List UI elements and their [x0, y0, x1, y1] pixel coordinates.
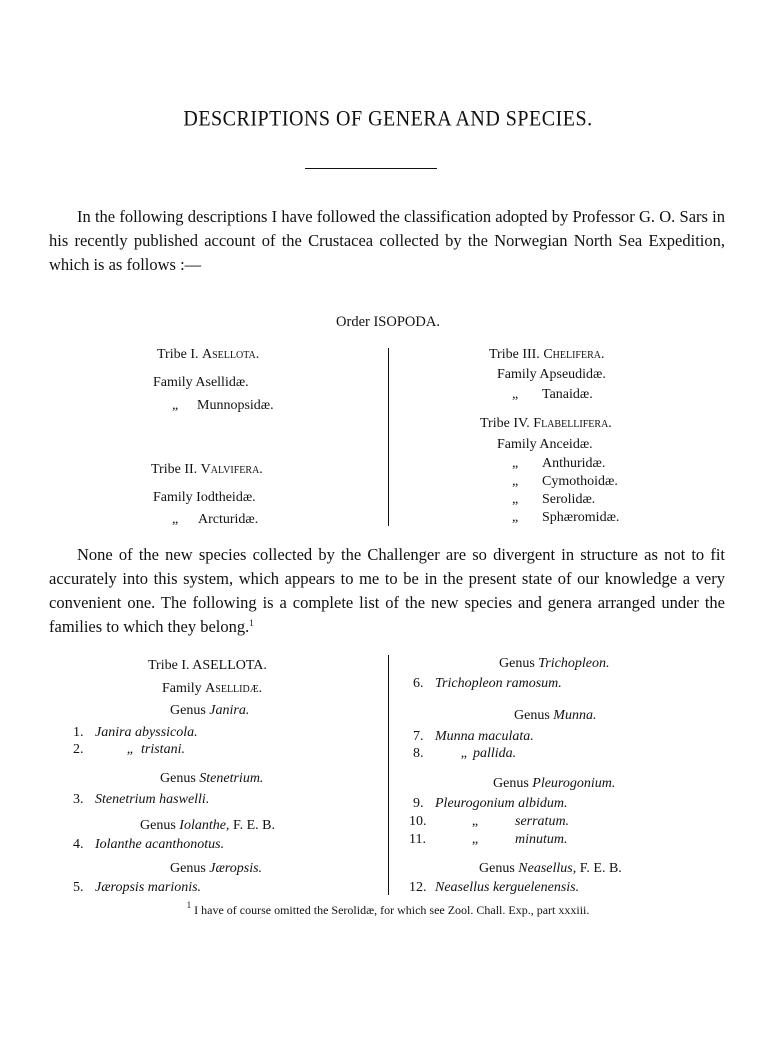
tribe-4-family-2: „ Anthuridæ. — [512, 456, 606, 471]
species-5: 5. Jæropsis marionis. — [73, 880, 202, 895]
page-title: DESCRIPTIONS OF GENERA AND SPECIES. — [183, 106, 593, 132]
genus-jaeropsis: Genus Jæropsis. — [170, 861, 263, 876]
list-family-heading: Family Asellidæ. — [162, 681, 263, 696]
species-7: 7. Munna maculata. — [413, 729, 534, 744]
middle-paragraph: None of the new species collected by the Challenger are so divergent in structure as not to fit accurately into this system, which appears to me to be in the present state of our knowledge a very convenient one. The following is a complete list of the new species and genera arranged under the families to which they belong.$^1$ — [49, 545, 725, 636]
genus-iolanthe: Genus Iolanthe, F. E. B. — [140, 818, 275, 833]
genus-stenetrium: Genus Stenetrium. — [160, 771, 264, 786]
species-11: 11. „ minutum. — [409, 832, 568, 847]
intro-paragraph: In the following descriptions I have followed the classification adopted by Professor G. O. Sars in his recently published account of the Crustacea collected by the Norwegian North Sea Expedition, which is as follows :— — [49, 207, 725, 274]
list-divider — [388, 655, 389, 895]
tribe-4-heading: Tribe IV. Flabellifera. — [480, 416, 612, 431]
order-heading: Order ISOPODA. — [336, 314, 440, 330]
tribe-2-family-1: Family Iodtheidæ. — [153, 490, 256, 505]
tribe-3-family-2: „ Tanaidæ. — [512, 387, 593, 402]
genus-janira: Genus Janira. — [170, 703, 250, 718]
tribe-3-heading: Tribe III. Chelifera. — [489, 347, 605, 362]
footnote-mark: 1 — [186, 900, 192, 910]
genus-pleurogonium: Genus Pleurogonium. — [493, 776, 616, 791]
tribe-1-heading: Tribe I. Asellota. — [157, 347, 260, 362]
tribe-4-family-3: „ Cymothoidæ. — [512, 474, 618, 489]
species-8: 8. „ pallida. — [413, 746, 517, 761]
species-1: 1. Janira abyssicola. — [73, 725, 198, 740]
title-rule — [305, 168, 437, 169]
tribe-4-family-4: „ Serolidæ. — [512, 492, 596, 507]
tribe-2-heading: Tribe II. Valvifera. — [151, 462, 263, 477]
species-9: 9. Pleurogonium albidum. — [413, 796, 568, 811]
tribe-2-family-2: „ Arcturidæ. — [172, 512, 259, 527]
species-3: 3. Stenetrium haswelli. — [73, 792, 210, 807]
species-4: 4. Iolanthe acanthonotus. — [73, 837, 225, 852]
genus-munna: Genus Munna. — [514, 708, 597, 723]
species-6: 6. Trichopleon ramosum. — [413, 676, 562, 691]
classification-divider — [388, 348, 389, 526]
species-10: 10. „ serratum. — [409, 814, 570, 829]
tribe-3-family-1: Family Apseudidæ. — [497, 367, 606, 382]
genus-neasellus: Genus Neasellus, F. E. B. — [479, 861, 622, 876]
footnote: $^1$ I have of course omitted the Serolidæ, for which see Zool. Chall. Exp., part xxxiii. — [186, 900, 590, 917]
tribe-4-family-1: Family Anceidæ. — [497, 437, 593, 452]
footnote-reference[interactable]: 1 — [249, 618, 254, 628]
species-12: 12. Neasellus kerguelenensis. — [409, 880, 580, 895]
genus-trichopleon: Genus Trichopleon. — [499, 656, 610, 671]
list-tribe-heading: Tribe I. ASELLOTA. — [148, 658, 267, 673]
tribe-4-family-5: „ Sphæromidæ. — [512, 510, 620, 525]
species-2: 2. „ tristani. — [73, 742, 185, 757]
tribe-1-family-2: „ Munnopsidæ. — [172, 398, 274, 413]
tribe-1-family-1: Family Asellidæ. — [153, 375, 249, 390]
